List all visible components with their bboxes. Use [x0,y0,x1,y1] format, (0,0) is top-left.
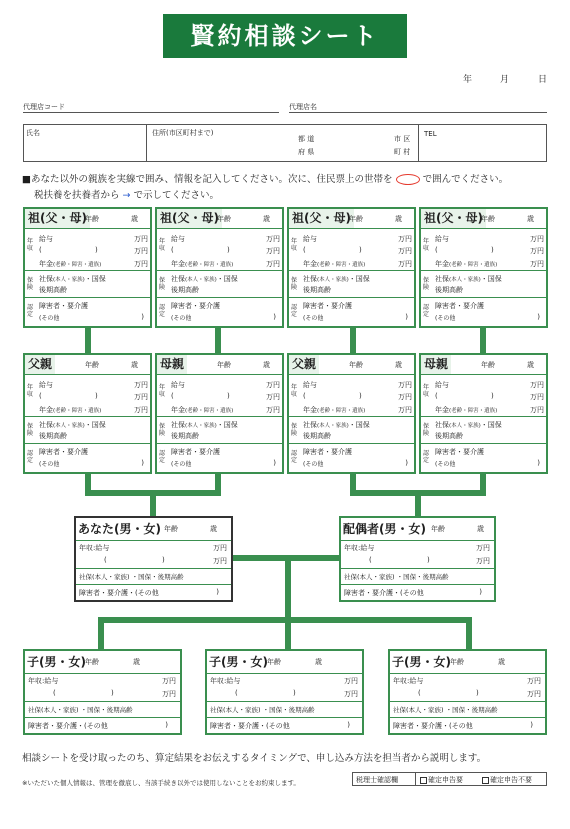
parent-label: 父親 [289,355,319,374]
prefecture-bottom-label: 府 県 [298,148,315,156]
child-label: 子(男・女) [392,655,451,669]
parent-label: 父親 [25,355,55,374]
prefecture-top-label: 都 道 [298,135,315,143]
grandparent-label: 祖(父・母) [289,209,354,228]
instruction-line-1 [22,171,508,185]
grandparent-label: 祖(父・母) [25,209,90,228]
spouse-label: 配偶者(男・女) [343,522,426,536]
option-filing-not-required[interactable]: 確定申告不要 [482,775,532,785]
tel-field[interactable] [445,128,543,158]
instruction-1b: で囲んでください。 [422,174,509,185]
checkbox-icon[interactable] [420,777,427,784]
instruction-2b: で示してください。 [133,190,220,201]
spouse-card[interactable]: 配偶者(男・女) 年齢 歳 年収:給与 万円 ( ) 万円 社保(本人・家族) ・国保・後期高齢 障害者・要介護・(その他 ) [339,516,496,602]
date-year-label: 年 [463,75,473,85]
address-label: 住所(市区町村まで) [152,129,214,137]
grandparent-card-1[interactable]: 祖(父・母) 年齢 歳 給与 万円 ( ) 万円 年金(老齢・障害・遺族) 万円 年収 社保(本人・家族)・国保 後期高齢 保険 障害者・要介護 (その他 ) 認定 [23,207,152,328]
red-circle-icon [396,174,420,185]
address-field[interactable] [152,137,292,159]
city-top-label: 市 区 [394,135,411,143]
you-label: あなた(男・女) [78,522,161,536]
child-card-3[interactable]: 子(男・女) 年齢 歳 年収:給与 万円 ( ) 万円 社保(本人・家族) ・国保・後期高齢 障害者・要介護・(その他 ) [388,649,547,735]
footer-notice: 相談シートを受け取ったのち、算定結果をお伝えするタイミングで、申し込み方法を担当者から説明します。 [22,753,487,764]
date-month-label: 月 [500,75,510,85]
parent-card-father-1[interactable]: 父親 年齢 歳 給与 万円 ( ) 万円 年金(老齢・障害・遺族) 万円 年収 社保(本人・家族)・国保 後期高齢 保険 障害者・要介護 (その他 ) 認定 [23,353,152,474]
instruction-2a: 税扶養を扶養者から [34,190,120,201]
privacy-notice: ※いただいた個人情報は、管理を徹底し、当該手続き以外では使用しないことをお約束します。 [22,779,300,787]
child-label: 子(男・女) [209,655,268,669]
checkbox-icon[interactable] [482,777,489,784]
agent-name-label: 代理店名 [289,103,317,111]
child-card-1[interactable]: 子(男・女) 年齢 歳 年収:給与 万円 ( ) 万円 社保(本人・家族) ・国保・後期高齢 障害者・要介護・(その他 ) [23,649,182,735]
child-label: 子(男・女) [27,655,86,669]
instruction-1a: ■あなた以外の親族を実線で囲み、情報を記入してください。次に、住民票上の世帯を [22,174,393,185]
option-filing-required[interactable]: 確定申告要 [420,775,463,785]
parent-label: 母親 [421,355,451,374]
parent-card-mother-2[interactable]: 母親 年齢 歳 給与 万円 ( ) 万円 年金(老齢・障害・遺族) 万円 年収 社保(本人・家族)・国保 後期高齢 保険 障害者・要介護 (その他 ) 認定 [419,353,548,474]
parent-card-father-2[interactable]: 父親 年齢 歳 給与 万円 ( ) 万円 年金(老齢・障害・遺族) 万円 年収 社保(本人・家族)・国保 後期高齢 保険 障害者・要介護 (その他 ) 認定 [287,353,416,474]
date-day-label: 日 [538,75,548,85]
city-bottom-label: 町 村 [394,148,411,156]
blue-arrow-icon: → [122,190,131,201]
instruction-line-2 [34,187,219,201]
grandparent-card-4[interactable]: 祖(父・母) 年齢 歳 給与 万円 ( ) 万円 年金(老齢・障害・遺族) 万円 年収 社保(本人・家族)・国保 後期高齢 保険 障害者・要介護 (その他 ) 認定 [419,207,548,328]
tax-check-label: 税理士確認欄 [356,776,398,784]
agent-code-field[interactable] [23,112,279,113]
child-card-2[interactable]: 子(男・女) 年齢 歳 年収:給与 万円 ( ) 万円 社保(本人・家族) ・国保・後期高齢 障害者・要介護・(その他 ) [205,649,364,735]
parent-label: 母親 [157,355,187,374]
grandparent-card-3[interactable]: 祖(父・母) 年齢 歳 給与 万円 ( ) 万円 年金(老齢・障害・遺族) 万円 年収 社保(本人・家族)・国保 後期高齢 保険 障害者・要介護 (その他 ) 認定 [287,207,416,328]
grandparent-label: 祖(父・母) [157,209,222,228]
sheet-title: 賢約相談シート [163,14,407,58]
agent-code-label: 代理店コード [23,103,65,111]
agent-name-field[interactable] [289,112,547,113]
grandparent-label: 祖(父・母) [421,209,486,228]
tel-label: TEL [424,130,437,138]
name-field[interactable] [40,137,140,159]
name-label: 氏名 [26,129,40,137]
grandparent-card-2[interactable]: 祖(父・母) 年齢 歳 給与 万円 ( ) 万円 年金(老齢・障害・遺族) 万円 年収 社保(本人・家族)・国保 後期高齢 保険 障害者・要介護 (その他 ) 認定 [155,207,284,328]
parent-card-mother-1[interactable]: 母親 年齢 歳 給与 万円 ( ) 万円 年金(老齢・障害・遺族) 万円 年収 社保(本人・家族)・国保 後期高齢 保険 障害者・要介護 (その他 ) 認定 [155,353,284,474]
you-card[interactable]: あなた(男・女) 年齢 歳 年収:給与 万円 ( ) 万円 社保(本人・家族) ・国保・後期高齢 障害者・要介護・(その他 ) [74,516,233,602]
